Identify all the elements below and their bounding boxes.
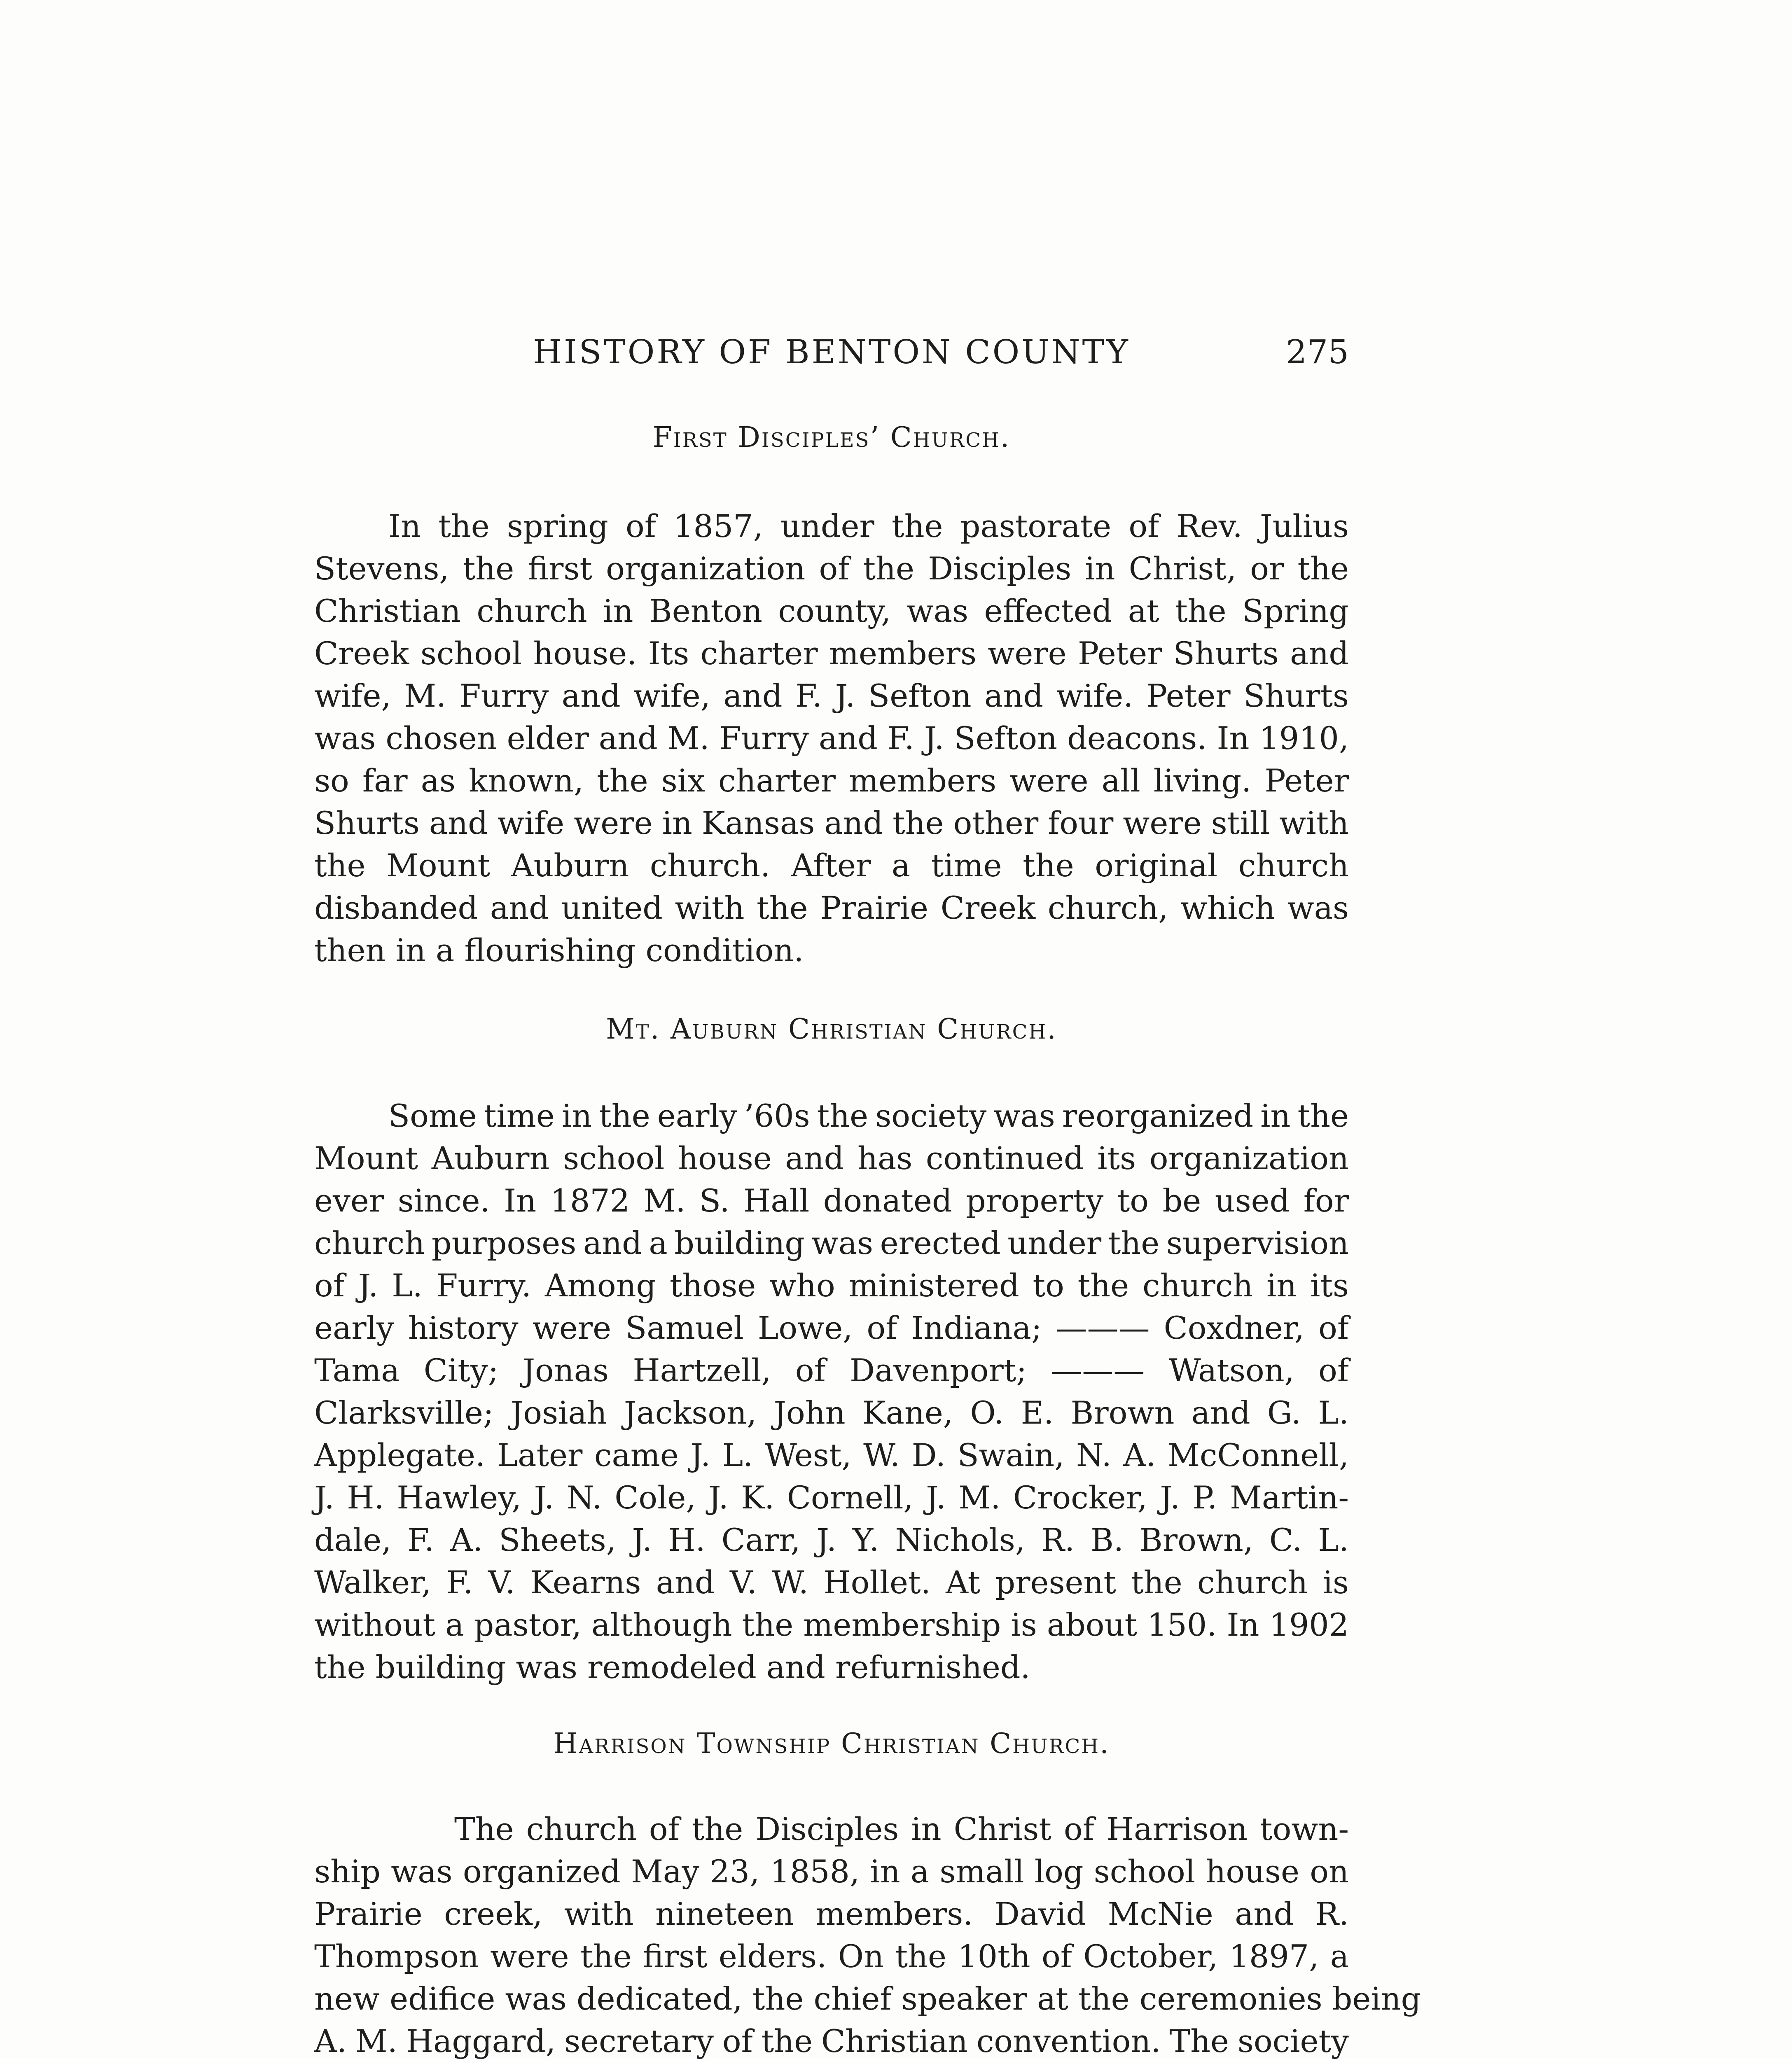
running-title: HISTORY OF BENTON COUNTY — [533, 333, 1130, 371]
text-line: J. H. Hawley, J. N. Cole, J. K. Cornell, J. M. Crocker, J. P. Martin- — [314, 1479, 1349, 1516]
paragraph-first-disciples — [314, 505, 1349, 971]
text-line: without a pastor, although the membership is about 150. In 1902 — [314, 1606, 1349, 1643]
text-line: so far as known, the six charter members were all living. Peter — [314, 762, 1349, 799]
section-heading-harrison-township: Harrison Township Christian Church. — [553, 1728, 1110, 1760]
text-line: Christian church in Benton county, was effected at the Spring — [314, 593, 1349, 629]
paragraph-mt-auburn — [314, 1095, 1349, 1688]
text-line: dale, F. A. Sheets, J. H. Carr, J. Y. Nichols, R. B. Brown, C. L. — [314, 1522, 1349, 1558]
text-line: the building was remodeled and refurnished. — [314, 1649, 1030, 1685]
text-line: Creek school house. Its charter members were Peter Shurts and — [314, 635, 1349, 672]
text-line: Shurts and wife were in Kansas and the other four were still with — [314, 805, 1349, 841]
text-line: church purposes and a building was erected under the supervision — [314, 1225, 1349, 1261]
paragraph-harrison-township — [314, 1808, 1421, 2059]
text-line: Mount Auburn school house and has continued its organization — [314, 1140, 1349, 1177]
text-line: the Mount Auburn church. After a time the original church — [314, 847, 1349, 884]
page-number: 275 — [1286, 333, 1349, 371]
text-line: The church of the Disciples in Christ of Harrison town- — [454, 1811, 1349, 1847]
text-line: was chosen elder and M. Furry and F. J. Sefton deacons. In 1910, — [314, 720, 1349, 756]
text-line: disbanded and united with the Prairie Creek church, which was — [314, 889, 1349, 926]
text-line: Thompson were the first elders. On the 10th of October, 1897, a — [314, 1938, 1349, 1975]
text-line: ever since. In 1872 M. S. Hall donated property to be used for — [314, 1182, 1349, 1219]
section-heading-first-disciples: First Disciples’ Church. — [652, 421, 1011, 454]
text-line: of J. L. Furry. Among those who ministered to the church in its — [314, 1267, 1349, 1304]
running-header — [314, 331, 1349, 373]
text-line: Some time in the early ’60s the society was reorganized in the — [388, 1097, 1349, 1134]
text-line: wife, M. Furry and wife, and F. J. Sefton and wife. Peter Shurts — [314, 677, 1349, 714]
text-line: Clarksville; Josiah Jackson, John Kane, O. E. Brown and G. L. — [314, 1394, 1349, 1431]
text-line: new edifice was dedicated, the chief speaker at the ceremonies being — [314, 1980, 1421, 2017]
text-line: In the spring of 1857, under the pastorate of Rev. Julius — [388, 508, 1349, 544]
section-heading-mt-auburn: Mt. Auburn Christian Church. — [606, 1013, 1057, 1046]
text-line: Prairie creek, with nineteen members. David McNie and R. — [314, 1896, 1349, 1932]
text-line: early history were Samuel Lowe, of Indiana; ——— Coxdner, of — [314, 1310, 1349, 1346]
text-line: Applegate. Later came J. L. West, W. D. Swain, N. A. McConnell, — [314, 1437, 1349, 1473]
text-line: Stevens, the first organization of the Disciples in Christ, or the — [314, 550, 1349, 587]
text-line: Tama City; Jonas Hartzell, of Davenport; ——— Watson, of — [314, 1352, 1349, 1389]
text-line: then in a flourishing condition. — [314, 932, 804, 969]
text-line: Walker, F. V. Kearns and V. W. Hollet. At present the church is — [314, 1564, 1349, 1601]
text-line: ship was organized May 23, 1858, in a small log school house on — [314, 1853, 1349, 1890]
text-line: A. M. Haggard, secretary of the Christian convention. The society — [314, 2023, 1349, 2059]
